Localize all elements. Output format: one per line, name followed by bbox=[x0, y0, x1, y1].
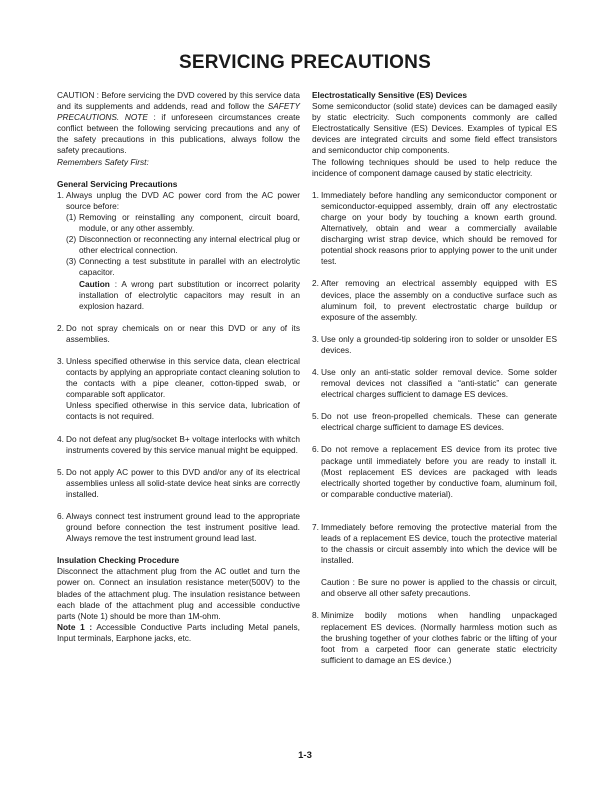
intro-paragraph bbox=[57, 90, 300, 157]
item-text: Use only a grounded-tip soldering iron to solder or unsolder ES devices. bbox=[321, 333, 557, 355]
item-text: Immediately before removing the protective material from the leads of a replacement ES device, touch the protective material to the chassis or circuit assembly into which the device will be installed. bbox=[321, 521, 557, 566]
lubrication-note: Unless specified otherwise in this service data, lubrication of contacts is not required. bbox=[66, 400, 300, 422]
es-item-7-caution: Caution : Be sure no power is applied to the chassis or circuit, and observe all other safety precautions. bbox=[321, 577, 557, 599]
item-number: 2. bbox=[57, 322, 64, 333]
item-number: 1. bbox=[312, 189, 319, 200]
page-number: 1-3 bbox=[298, 750, 312, 761]
es-item-1 bbox=[312, 190, 557, 268]
page-title: SERVICING PRECAUTIONS bbox=[179, 52, 431, 73]
item-number: 3. bbox=[312, 333, 319, 344]
subitem-number: (2) bbox=[66, 234, 77, 245]
insulation-text: Disconnect the attachment plug from the AC outlet and turn the power on. Connect an insulation resistance meter(500V) to the blades of the attachment plug. The insulation resistance between each blade of the attachment plug and accessible conductive parts (Note 1) should be more than 1M-ohm. bbox=[57, 566, 300, 621]
es-item-2 bbox=[312, 278, 557, 322]
general-item-3 bbox=[57, 356, 300, 400]
es-item-6 bbox=[312, 444, 557, 499]
insulation-heading: Insulation Checking Procedure bbox=[57, 555, 180, 566]
note-label: Note 1 : bbox=[57, 621, 93, 632]
general-subitem-1 bbox=[57, 212, 300, 234]
item-text: Always connect test instrument ground lead to the appropriate ground before connection the test instrument positive lead. Always remove the test instrument ground lead last. bbox=[66, 511, 300, 544]
subitem-text: Removing or reinstalling any component, circuit board, module, or any other assembly. bbox=[79, 211, 300, 234]
intro-italic: SAFETY PRECAUTIONS. NOTE bbox=[57, 101, 300, 123]
item-number: 4. bbox=[57, 433, 64, 444]
es-item-5 bbox=[312, 411, 557, 433]
item-number: 5. bbox=[312, 411, 319, 422]
general-item-2 bbox=[57, 323, 300, 345]
item-text: Minimize bodily motions when handling unpackaged replacement ES devices. (Normally harmless motion such as the brushing together of your clothes fabric or the lifting of your foot from a carpeted floor can generate static electricity sufficient to damage an ES device.) bbox=[321, 610, 557, 665]
es-item-3 bbox=[312, 334, 557, 356]
item-number: 3. bbox=[57, 355, 64, 366]
item-text: Do not spray chemicals on or near this DVD or any of its assemblies. bbox=[66, 322, 300, 344]
capacitor-caution bbox=[57, 279, 300, 312]
item-number: 8. bbox=[312, 610, 319, 621]
item-number: 2. bbox=[312, 278, 319, 289]
item-number: 6. bbox=[57, 511, 64, 521]
note-text: Accessible Conductive Parts including Metal panels, Input terminals, Earphone jacks, etc. bbox=[57, 621, 300, 643]
intro-text-2: : if unforeseen circumstances create conflict between the following servicing precautions and any of the safety precautions in this publications, always follow the safety precautions. bbox=[57, 112, 301, 156]
insulation-note bbox=[57, 622, 300, 644]
caution-text: : A wrong part substitution or incorrect polarity installation of electrolytic capacitors may result in an explosion hazard. bbox=[79, 278, 300, 311]
item-number: 6. bbox=[312, 444, 319, 455]
subitem-text: Disconnection or reconnecting any internal electrical plug or other electrical connection. bbox=[79, 234, 300, 256]
item-text: Do not remove a replacement ES device from its protec tive package until immediately before you are ready to install it. (Most replacement ES devices are packaged with leads electrically shorted together by conductive foam, aluminum foil, or comparable conductive material). bbox=[321, 444, 557, 499]
item-text: After removing an electrical assembly equipped with ES devices, place the assembly on a conductive surface such as aluminum foil, to prevent electrostatic charge buildup or exposure of the assembly. bbox=[321, 278, 557, 322]
subitem-number: (1) bbox=[66, 211, 77, 222]
left-column bbox=[57, 90, 300, 644]
item-number: 4. bbox=[312, 366, 319, 377]
subitem-number: (3) bbox=[66, 256, 77, 267]
es-heading: Electrostatically Sensitive (ES) Devices bbox=[312, 90, 467, 100]
item-text: Do not apply AC power to this DVD and/or any of its electrical assemblies unless all solid-state device heat sinks are correctly installed. bbox=[66, 466, 300, 499]
subitem-text: Connecting a test substitute in parallel with an electrolytic capacitor. bbox=[79, 256, 300, 278]
item-text: Unless specified otherwise in this service data, clean electrical contacts by applying an appropriate contact cleaning solution to the contacts with a pipe cleaner, cotton-tipped swab, or comparable soft applicator. bbox=[66, 355, 300, 400]
general-item-4 bbox=[57, 434, 300, 456]
right-column bbox=[312, 90, 557, 666]
item-number: 1. bbox=[57, 189, 64, 200]
general-subitem-3 bbox=[57, 256, 300, 278]
item-text: Always unplug the DVD AC power cord from the AC power source before: bbox=[66, 189, 300, 211]
general-item-5 bbox=[57, 467, 300, 500]
es-item-8 bbox=[312, 610, 557, 665]
es-item-4 bbox=[312, 367, 557, 400]
item-text: Use only an anti-static solder removal device. Some solder removal devices not classified a “anti-static” can generate electrical charges sufficient to damage ES devices. bbox=[321, 366, 557, 400]
item-text: Immediately before handling any semiconductor component or semiconductor-equipped assembly, drain off any electrostatic charge on your body by touching a known earth ground. Alternatively, obtain and wear a commercially available discharging wrist strap device, which should be removed for potential shock reasons prior to applying power to the unit under test. bbox=[321, 189, 557, 267]
es-intro: Some semiconductor (solid state) devices can be damaged easily by static electricity. Such components commonly are called Electrostatically Sensitive (ES) Devices. Examples of typical ES devices are integrated circuits and some field effect transistors and semiconductor chip components. bbox=[312, 101, 557, 156]
es-intro-2: The following techniques should be used to help reduce the incidence of component damage caused by static electricity. bbox=[312, 156, 557, 178]
es-item-7 bbox=[312, 522, 557, 566]
general-item-6 bbox=[57, 511, 300, 544]
item-text: Do not defeat any plug/socket B+ voltage interlocks with whitch instruments covered by this service manual might be equipped. bbox=[66, 433, 300, 455]
caution-label: Caution bbox=[79, 278, 110, 289]
general-subitem-2 bbox=[57, 234, 300, 256]
item-number: 5. bbox=[57, 466, 64, 477]
general-item-1 bbox=[57, 190, 300, 212]
item-text: Do not use freon-propelled chemicals. These can generate electrical charge sufficient to damage ES devices. bbox=[321, 411, 557, 433]
intro-text-1: CAUTION : Before servicing the DVD covered by this service data and its supplements and addends, read and follow the bbox=[57, 90, 300, 112]
general-heading: General Servicing Precautions bbox=[57, 178, 178, 189]
remember-safety: Remembers Safety First: bbox=[57, 156, 149, 167]
item-number: 7. bbox=[312, 521, 319, 532]
